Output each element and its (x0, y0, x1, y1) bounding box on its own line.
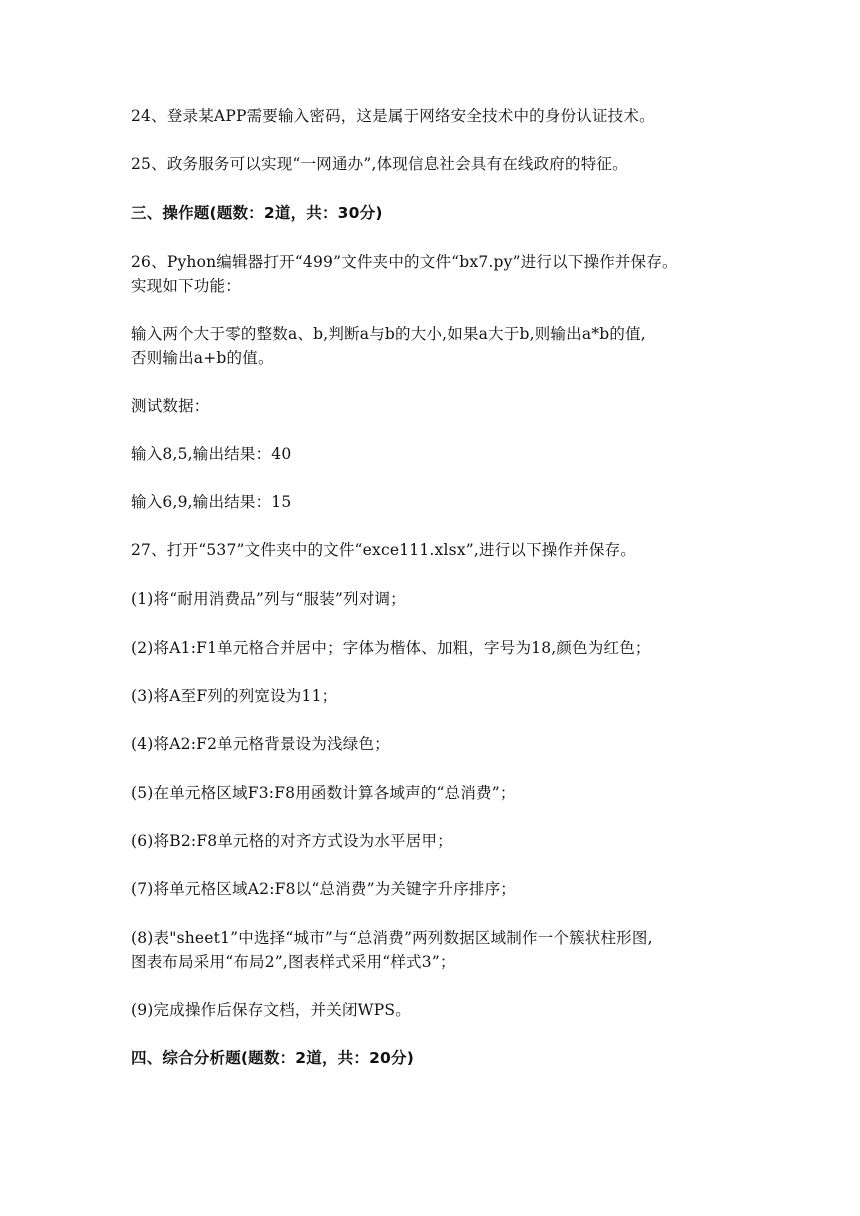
step-5: (5)在单元格区域F3:F8用函数计算各域声的“总消费”； (131, 784, 516, 802)
step-8-line-2: 图表布局采用“布局2”,图表样式采用“样式3”； (131, 953, 456, 971)
step-9: (9)完成操作后保存文档，并关闭WPS。 (131, 1001, 411, 1019)
question-26-description-line-1: 输入两个大于零的整数a、b,判断a与b的大小,如果a大于b,则输出a*b的值, (131, 325, 646, 343)
step-6: (6)将B2:F8单元格的对齐方式设为水平居甲； (131, 832, 453, 850)
question-24: 24、登录某APP需要输入密码，这是属于网络安全技术中的身份认证技术。 (131, 107, 655, 125)
question-27: 27、打开“537”文件夹中的文件“exce111.xlsx”,进行以下操作并保存。 (131, 541, 637, 559)
test-case-1: 输入8,5,输出结果：40 (131, 445, 292, 463)
section-4-heading: 四、综合分析题(题数：2道，共：20分) (131, 1049, 415, 1067)
step-2: (2)将A1:F1单元格合并居中；字体为楷体、加粗，字号为18,颜色为红色； (131, 639, 651, 657)
section-3-heading: 三、操作题(题数：2道，共：30分) (131, 204, 383, 222)
step-3: (3)将A至F列的列宽设为11； (131, 687, 338, 705)
test-data-label: 测试数据： (131, 397, 210, 415)
step-1: (1)将“耐用消费品”列与“服装”列对调； (131, 590, 406, 608)
step-8-line-1: (8)表"sheet1”中选择“城市”与“总消费”两列数据区域制作一个簇状柱形图, (131, 929, 653, 947)
step-7: (7)将单元格区域A2:F8以“总消费”为关键字升序排序； (131, 880, 516, 898)
question-26-line-1: 26、Pyhon编辑器打开“499”文件夹中的文件“bx7.py”进行以下操作并保存。 (131, 253, 678, 271)
step-4: (4)将A2:F2单元格背景设为浅绿色； (131, 735, 390, 753)
test-case-2: 输入6,9,输出结果：15 (131, 493, 292, 511)
question-25: 25、政务服务可以实现“一网通办”,体现信息社会具有在线政府的特征。 (131, 155, 628, 173)
question-26-line-2: 实现如下功能： (131, 277, 241, 295)
question-26-description-line-2: 否则输出a+b的值。 (131, 349, 274, 367)
